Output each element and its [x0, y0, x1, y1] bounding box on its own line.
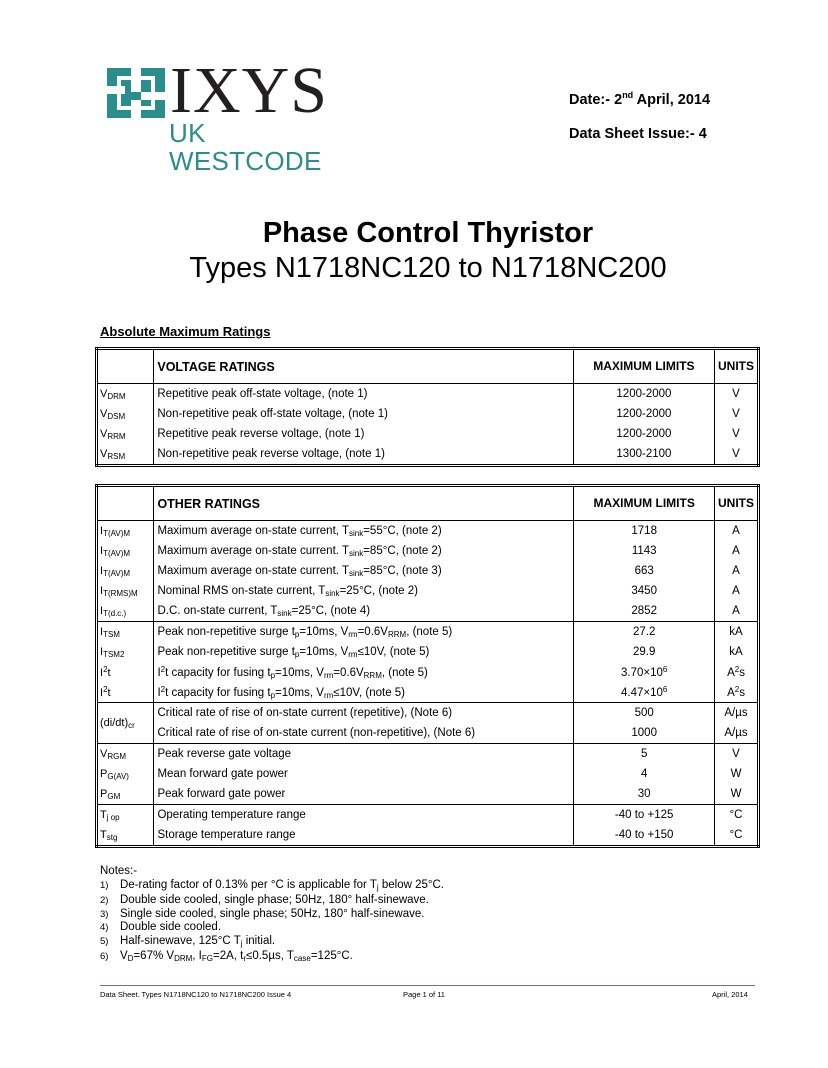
- subscript: j: [240, 938, 243, 948]
- subscript: TSM2: [103, 649, 125, 659]
- table-header-limits: MAXIMUM LIMITS: [573, 349, 714, 384]
- rating-limit: [574, 784, 715, 805]
- rating-symbol: [97, 541, 154, 561]
- rating-symbol: [97, 682, 154, 703]
- text-segment: =55°C, (note 2): [363, 524, 442, 537]
- text-segment: ≤10V, (note 5): [333, 686, 406, 699]
- text-segment: V: [100, 747, 108, 760]
- page-subtitle: Types N1718NC120 to N1718NC200: [189, 252, 667, 284]
- rating-unit: [715, 703, 759, 724]
- subscript: T(AV)M: [103, 548, 131, 558]
- rating-unit: V: [715, 444, 759, 466]
- note-text: Single side cooled, single phase; 50Hz, 180° half-sinewave.: [120, 907, 425, 920]
- text-segment: Peak non-repetitive surge t: [157, 625, 295, 638]
- text-segment: Critical rate of rise of on-state current (non-repetitive), (Note 6): [157, 727, 476, 739]
- rating-limit: [574, 622, 715, 643]
- table-row: [97, 601, 759, 622]
- note-text: V: [120, 950, 128, 962]
- table-header-units: UNITS: [715, 349, 759, 384]
- text-segment: 1000: [631, 727, 657, 739]
- rating-unit: [715, 764, 759, 784]
- rating-limit: 1300-2100: [573, 444, 714, 466]
- footer-document-title: Data Sheet. Types N1718NC120 to N1718NC200 Issue 4: [100, 990, 292, 999]
- rating-symbol: [97, 642, 154, 662]
- table-row: [97, 764, 759, 784]
- rating-unit: V: [715, 424, 759, 444]
- table-header-label: VOLTAGE RATINGS: [154, 349, 573, 384]
- text-segment: I: [100, 524, 104, 537]
- rating-unit: [715, 723, 759, 744]
- text-segment: °C: [729, 829, 743, 841]
- rating-symbol: [97, 622, 154, 643]
- logo-mark-icon: [107, 68, 165, 118]
- voltage-ratings-table: [95, 347, 760, 467]
- symbol-letter: V: [100, 387, 108, 400]
- table-header-limits: MAXIMUM LIMITS: [574, 486, 715, 521]
- note-text: below 25°C.: [378, 878, 444, 891]
- subscript: T(RMS)M: [103, 588, 138, 598]
- rating-description: [154, 764, 574, 784]
- rating-symbol: [97, 825, 154, 847]
- text-segment: s: [739, 667, 745, 679]
- superscript: 6: [662, 685, 668, 694]
- table-row: [97, 642, 759, 662]
- text-segment: I: [100, 604, 104, 617]
- text-segment: A: [732, 545, 740, 557]
- text-segment: 27.2: [632, 626, 656, 638]
- text-segment: Storage temperature range: [157, 829, 296, 841]
- subscript: DRM: [174, 954, 193, 963]
- rating-symbol: [97, 805, 154, 826]
- table-row: [97, 662, 759, 682]
- note-item: [100, 908, 444, 922]
- subscript: FG: [201, 954, 213, 963]
- rating-limit: [574, 825, 715, 847]
- subscript: RGM: [107, 751, 127, 761]
- symbol-letter: V: [100, 447, 108, 460]
- text-segment: =25°C, (note 4): [291, 604, 371, 617]
- superscript: 2: [103, 665, 108, 674]
- symbol-subscript: RSM: [107, 451, 126, 461]
- section-heading: Absolute Maximum Ratings: [100, 324, 271, 339]
- table-row: [97, 805, 759, 826]
- rating-description: [154, 825, 574, 847]
- note-text: Double side cooled, single phase; 50Hz, 180° half-sinewave.: [120, 894, 429, 906]
- note-text: ≤0.5µs, T: [246, 950, 294, 962]
- subscript: cr: [128, 720, 135, 730]
- superscript: 2: [734, 665, 740, 674]
- subscript: j: [376, 882, 379, 892]
- rating-limit: [574, 601, 715, 622]
- rating-symbol: [97, 744, 154, 765]
- text-segment: Peak reverse gate voltage: [157, 748, 292, 760]
- notes-heading: Notes:-: [100, 865, 138, 877]
- subscript: j op: [106, 812, 120, 822]
- subscript: rm: [323, 670, 334, 680]
- text-segment: =85°C, (note 3): [363, 564, 442, 577]
- logo-wordmark: IXYS: [170, 54, 329, 127]
- text-segment: =10ms, V: [299, 645, 349, 658]
- note-number: 6): [100, 951, 109, 962]
- text-segment: kA: [729, 626, 743, 638]
- rating-description: [154, 744, 574, 765]
- rating-symbol: [97, 601, 154, 622]
- text-segment: A: [732, 605, 740, 617]
- text-segment: I: [100, 625, 104, 638]
- subscript: stg: [106, 832, 118, 842]
- rating-limit: [574, 723, 715, 744]
- rating-symbol: [97, 424, 154, 444]
- note-text: De-rating factor of 0.13% per °C is applicable for T: [120, 878, 377, 891]
- subscript: rm: [348, 629, 358, 639]
- subscript: p: [294, 649, 300, 659]
- text-segment: P: [100, 767, 108, 780]
- table-row: [97, 384, 759, 405]
- superscript: 6: [662, 665, 668, 674]
- rating-unit: V: [715, 404, 759, 424]
- text-segment: W: [730, 768, 742, 780]
- other-table-body: [97, 521, 759, 847]
- subscript: G(AV): [107, 771, 129, 781]
- rating-unit: [715, 682, 759, 703]
- text-segment: 5: [640, 748, 648, 760]
- rating-limit: 1200-2000: [573, 384, 714, 405]
- superscript: 2: [103, 685, 108, 694]
- subscript: case: [293, 954, 311, 963]
- note-text: Double side cooled.: [120, 921, 222, 933]
- text-segment: , (note 5): [406, 625, 453, 638]
- datasheet-issue: Data Sheet Issue:- 4: [569, 126, 707, 142]
- table-row: [97, 622, 759, 643]
- text-segment: 4: [640, 768, 648, 780]
- text-segment: 1143: [631, 545, 657, 557]
- rating-symbol: [97, 784, 154, 805]
- note-item: [100, 935, 444, 951]
- subscript: T(d.c.): [103, 608, 127, 618]
- subscript: p: [270, 670, 276, 680]
- text-segment: Critical rate of rise of on-state current (repetitive), (Note 6): [157, 707, 453, 719]
- text-segment: I: [157, 666, 161, 679]
- company-logo: [107, 54, 357, 176]
- rating-description: [154, 784, 574, 805]
- rating-description: Repetitive peak reverse voltage, (note 1): [154, 424, 573, 444]
- rating-unit: [715, 541, 759, 561]
- subscript: D: [127, 954, 134, 963]
- table-row: [97, 723, 759, 744]
- table-row: [97, 404, 759, 424]
- rating-unit: V: [715, 384, 759, 405]
- rating-symbol: [97, 662, 154, 682]
- text-segment: V: [732, 748, 740, 760]
- table-header-units: UNITS: [715, 486, 759, 521]
- rating-unit: [715, 561, 759, 581]
- table-row: [97, 825, 759, 847]
- subscript: TSM: [103, 629, 120, 639]
- symbol-letter: V: [100, 407, 108, 420]
- subscript: p: [294, 629, 300, 639]
- rating-symbol: [97, 561, 154, 581]
- symbol-letter: V: [100, 427, 108, 440]
- table-row: [97, 581, 759, 601]
- text-segment: t: [107, 667, 111, 679]
- note-number: 1): [100, 879, 109, 891]
- text-segment: Nominal RMS on-state current, T: [157, 584, 326, 597]
- footer-date: April, 2014: [712, 990, 748, 999]
- note-number: 4): [100, 922, 109, 933]
- text-segment: A: [732, 565, 740, 577]
- superscript: 2: [160, 664, 166, 674]
- rating-symbol: [97, 444, 154, 466]
- rating-unit: [715, 622, 759, 643]
- rating-limit: [574, 541, 715, 561]
- table-row: [97, 424, 759, 444]
- rating-limit: [574, 703, 715, 724]
- note-text: , I: [192, 950, 202, 962]
- symbol-subscript: RRM: [107, 431, 126, 441]
- text-segment: (di/dt): [100, 716, 129, 729]
- subscript: sink: [277, 608, 292, 618]
- table-header-row: [97, 349, 759, 384]
- table-header-symbol: [97, 349, 154, 384]
- text-segment: -40 to +125: [614, 809, 674, 821]
- rating-description: [154, 622, 574, 643]
- voltage-table-body: [97, 384, 759, 466]
- rating-description: [154, 642, 574, 662]
- text-segment: ≤10V, (note 5): [357, 645, 430, 658]
- text-segment: A: [732, 525, 740, 537]
- text-segment: Maximum average on-state current. T: [157, 564, 349, 577]
- notes-list: [100, 879, 444, 966]
- note-item: [100, 921, 444, 935]
- superscript: 2: [734, 685, 740, 694]
- rating-unit: [715, 601, 759, 622]
- text-segment: 500: [634, 707, 654, 719]
- text-segment: A: [727, 687, 735, 699]
- rating-description: [154, 541, 574, 561]
- note-number: 5): [100, 935, 109, 947]
- datasheet-date: Date:- 2nd April, 2014: [569, 90, 711, 108]
- text-segment: Mean forward gate power: [157, 768, 288, 780]
- rating-limit: [574, 642, 715, 662]
- subscript: T(AV)M: [103, 568, 131, 578]
- text-segment: W: [730, 788, 742, 800]
- text-segment: t capacity for fusing t: [165, 686, 271, 699]
- rating-limit: 1200-2000: [573, 424, 714, 444]
- rating-limit: [574, 581, 715, 601]
- note-text: Half-sinewave, 125°C T: [120, 934, 241, 947]
- subscript: GM: [107, 791, 121, 801]
- text-segment: -40 to +150: [614, 829, 674, 841]
- rating-description: [154, 521, 574, 542]
- subscript: RRM: [363, 670, 382, 680]
- text-segment: 663: [634, 565, 654, 577]
- note-item: [100, 894, 444, 908]
- text-segment: D.C. on-state current, T: [157, 604, 278, 617]
- note-text: =125°C.: [310, 950, 353, 962]
- footer-page-number: Page 1 of 11: [403, 990, 445, 999]
- note-item: [100, 879, 444, 895]
- table-row: [97, 561, 759, 581]
- rating-unit: [715, 642, 759, 662]
- text-segment: A/µs: [724, 707, 748, 719]
- rating-limit: [574, 805, 715, 826]
- rating-unit: [715, 784, 759, 805]
- text-segment: kA: [729, 646, 743, 658]
- text-segment: T: [100, 828, 107, 841]
- rating-limit: [574, 764, 715, 784]
- table-row: [97, 682, 759, 703]
- rating-unit: [715, 805, 759, 826]
- logo-subtext: UK WESTCODE: [169, 118, 322, 176]
- table-row: [97, 703, 759, 724]
- rating-symbol: [97, 581, 154, 601]
- rating-description: [154, 561, 574, 581]
- table-row: [97, 444, 759, 466]
- text-segment: =0.6V: [333, 666, 364, 679]
- subscript: p: [270, 690, 276, 700]
- text-segment: =85°C, (note 2): [363, 544, 442, 557]
- subscript: rm: [348, 649, 358, 659]
- rating-description: [154, 662, 574, 682]
- rating-description: Non-repetitive peak off-state voltage, (note 1): [154, 404, 573, 424]
- rating-unit: [715, 744, 759, 765]
- table-row: [97, 541, 759, 561]
- rating-limit: [574, 682, 715, 703]
- text-segment: =0.6V: [357, 625, 388, 638]
- text-segment: 30: [637, 788, 651, 800]
- text-segment: 4.47×10: [621, 687, 663, 699]
- rating-description: Non-repetitive peak reverse voltage, (note 1): [154, 444, 573, 466]
- text-segment: 2852: [631, 605, 657, 617]
- text-segment: t: [107, 687, 111, 699]
- table-row: [97, 784, 759, 805]
- other-ratings-table: [95, 484, 760, 848]
- text-segment: I: [100, 544, 104, 557]
- note-number: 3): [100, 908, 109, 920]
- text-segment: Peak forward gate power: [157, 788, 286, 800]
- footer-divider: [100, 985, 755, 986]
- subscript: sink: [348, 548, 364, 558]
- text-segment: 29.9: [632, 646, 656, 658]
- page-title: Phase Control Thyristor: [262, 217, 594, 249]
- text-segment: I: [157, 686, 161, 699]
- rating-limit: [574, 744, 715, 765]
- text-segment: P: [100, 787, 108, 800]
- rating-description: [154, 703, 574, 724]
- rating-unit: [715, 521, 759, 542]
- table-row: [97, 744, 759, 765]
- subscript: sink: [325, 588, 340, 598]
- superscript: 2: [160, 684, 166, 694]
- text-segment: T: [100, 808, 107, 821]
- note-number: 2): [100, 895, 109, 906]
- text-segment: t capacity for fusing t: [165, 666, 271, 679]
- note-text: initial.: [242, 934, 276, 947]
- notes-section: [100, 865, 444, 966]
- text-segment: Operating temperature range: [157, 809, 306, 821]
- table-header-symbol: [97, 486, 154, 521]
- text-segment: 1718: [631, 525, 657, 537]
- text-segment: 3.70×10: [621, 667, 663, 679]
- subscript: T(AV)M: [103, 528, 131, 538]
- rating-symbol: [97, 521, 154, 542]
- rating-description: Repetitive peak off-state voltage, (note 1): [154, 384, 573, 405]
- text-segment: =25°C, (note 2): [339, 584, 418, 597]
- subscript: sink: [348, 568, 364, 578]
- text-segment: Maximum average on-state current. T: [157, 544, 349, 557]
- rating-unit: [715, 662, 759, 682]
- table-row: [97, 521, 759, 542]
- text-segment: I: [100, 687, 104, 699]
- rating-description: [154, 723, 574, 744]
- text-segment: Peak non-repetitive surge t: [157, 645, 295, 658]
- text-segment: Maximum average on-state current, T: [157, 524, 349, 537]
- note-text: =67% V: [133, 950, 175, 962]
- text-segment: I: [100, 645, 104, 658]
- symbol-subscript: DSM: [107, 411, 126, 421]
- rating-symbol: [97, 384, 154, 405]
- table-header-label: OTHER RATINGS: [154, 486, 574, 521]
- text-segment: 3450: [631, 585, 657, 597]
- text-segment: , (note 5): [381, 666, 428, 679]
- subscript: rm: [323, 690, 334, 700]
- note-item: [100, 950, 444, 966]
- rating-unit: [715, 581, 759, 601]
- subscript: RRM: [387, 629, 407, 639]
- rating-symbol: [97, 703, 154, 744]
- symbol-subscript: DRM: [107, 391, 126, 401]
- text-segment: °C: [729, 809, 743, 821]
- subscript: sink: [348, 528, 364, 538]
- rating-description: [154, 581, 574, 601]
- rating-symbol: [97, 404, 154, 424]
- text-segment: =10ms, V: [275, 686, 324, 699]
- note-text: =2A, t: [212, 950, 244, 962]
- text-segment: =10ms, V: [275, 666, 324, 679]
- text-segment: A: [732, 585, 740, 597]
- text-segment: I: [100, 564, 104, 577]
- rating-description: [154, 601, 574, 622]
- text-segment: I: [100, 667, 104, 679]
- text-segment: A/µs: [724, 727, 748, 739]
- text-segment: s: [739, 687, 745, 699]
- rating-limit: 1200-2000: [573, 404, 714, 424]
- rating-description: [154, 805, 574, 826]
- rating-description: [154, 682, 574, 703]
- rating-limit: [574, 662, 715, 682]
- text-segment: I: [100, 584, 104, 597]
- rating-symbol: [97, 764, 154, 784]
- rating-unit: [715, 825, 759, 847]
- rating-limit: [574, 521, 715, 542]
- text-segment: =10ms, V: [299, 625, 349, 638]
- rating-limit: [574, 561, 715, 581]
- text-segment: A: [727, 667, 735, 679]
- table-header-row: [97, 486, 759, 521]
- subscript: r: [243, 954, 247, 963]
